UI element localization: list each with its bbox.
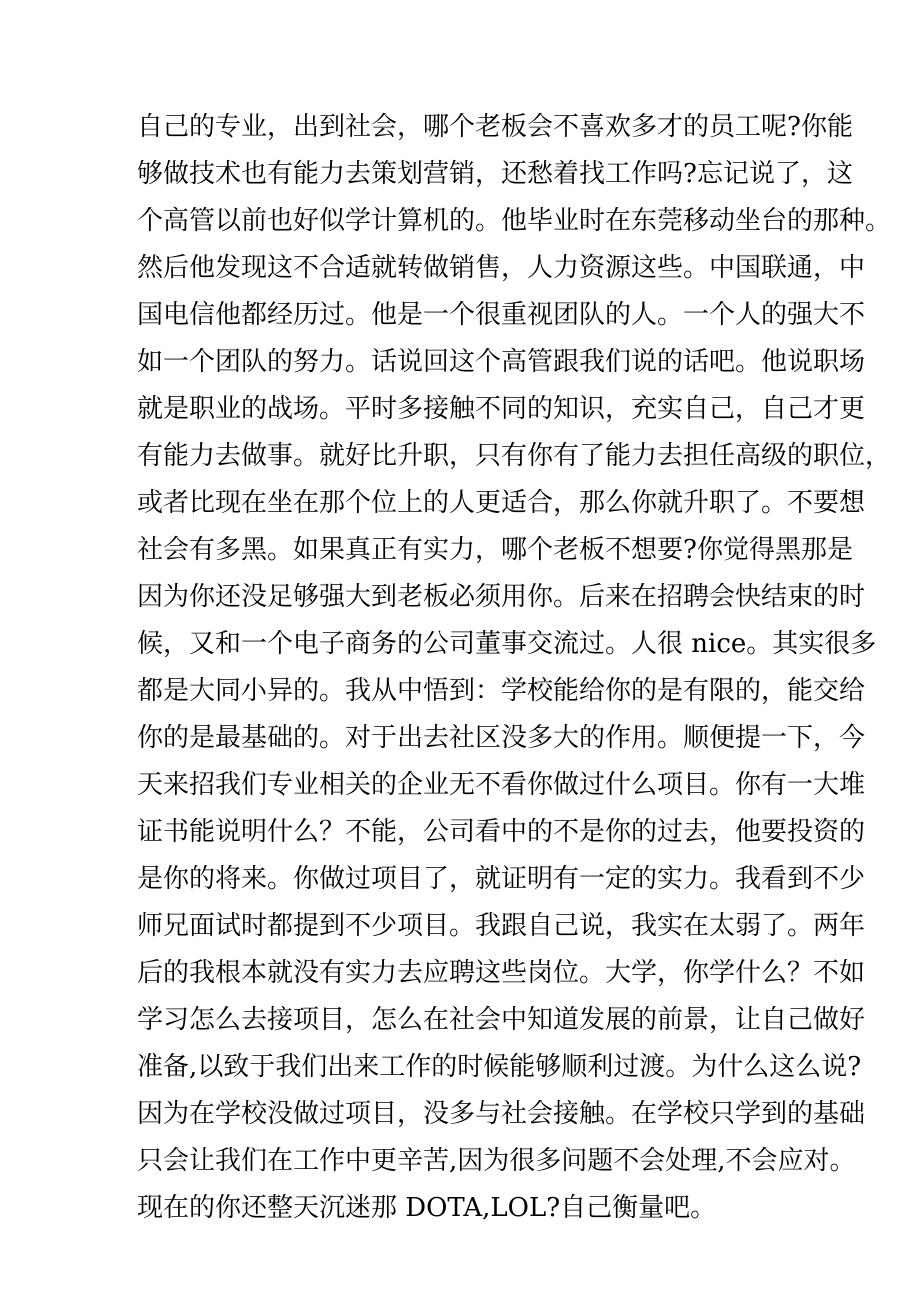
text-line: 现在的你还整天沉迷那 DOTA,LOL?自己衡量吧。 — [137, 1193, 717, 1223]
text-line: 准备,以致于我们出来工作的时候能够顺利过渡。为什么这么说? — [137, 1052, 862, 1082]
text-line: 学习怎么去接项目，怎么在社会中知道发展的前景，让自己做好 — [137, 1005, 866, 1035]
text-line: 天来招我们专业相关的企业无不看你做过什么项目。你有一大堆 — [137, 770, 866, 800]
body-text — [137, 104, 892, 1232]
text-line: 或者比现在坐在那个位上的人更适合，那么你就升职了。不要想 — [137, 488, 866, 518]
text-line: 因为你还没足够强大到老板必须用你。后来在招聘会快结束的时 — [137, 582, 866, 612]
text-line: 个高管以前也好似学计算机的。他毕业时在东莞移动坐台的那种。 — [137, 206, 892, 236]
text-line: 自己的专业，出到社会，哪个老板会不喜欢多才的员工呢?你能 — [137, 112, 853, 142]
text-line: 就是职业的战场。平时多接触不同的知识，充实自己，自己才更 — [137, 394, 866, 424]
text-line: 证书能说明什么？不能，公司看中的不是你的过去，他要投资的 — [137, 817, 866, 847]
text-line: 社会有多黑。如果真正有实力，哪个老板不想要?你觉得黑那是 — [137, 535, 853, 565]
text-line: 师兄面试时都提到不少项目。我跟自己说，我实在太弱了。两年 — [137, 911, 866, 941]
text-line: 因为在学校没做过项目，没多与社会接触。在学校只学到的基础 — [137, 1099, 866, 1129]
text-line: 有能力去做事。就好比升职，只有你有了能力去担任高级的职位， — [137, 441, 892, 471]
text-line: 只会让我们在工作中更辛苦,因为很多问题不会处理,不会应对。 — [137, 1146, 856, 1176]
text-line: 是你的将来。你做过项目了，就证明有一定的实力。我看到不少 — [137, 864, 866, 894]
text-line: 够做技术也有能力去策划营销，还愁着找工作吗?忘记说了，这 — [137, 159, 853, 189]
text-line: 候，又和一个电子商务的公司董事交流过。人很 nice。其实很多 — [137, 629, 877, 659]
text-line: 然后他发现这不合适就转做销售，人力资源这些。中国联通，中 — [137, 253, 866, 283]
text-line: 都是大同小异的。我从中悟到：学校能给你的是有限的，能交给 — [137, 676, 866, 706]
text-line: 如一个团队的努力。话说回这个高管跟我们说的话吧。他说职场 — [137, 347, 866, 377]
text-line: 你的是最基础的。对于出去社区没多大的作用。顺便提一下，今 — [137, 723, 866, 753]
text-line: 国电信他都经历过。他是一个很重视团队的人。一个人的强大不 — [137, 300, 866, 330]
text-line: 后的我根本就没有实力去应聘这些岗位。大学，你学什么？不如 — [137, 958, 866, 988]
